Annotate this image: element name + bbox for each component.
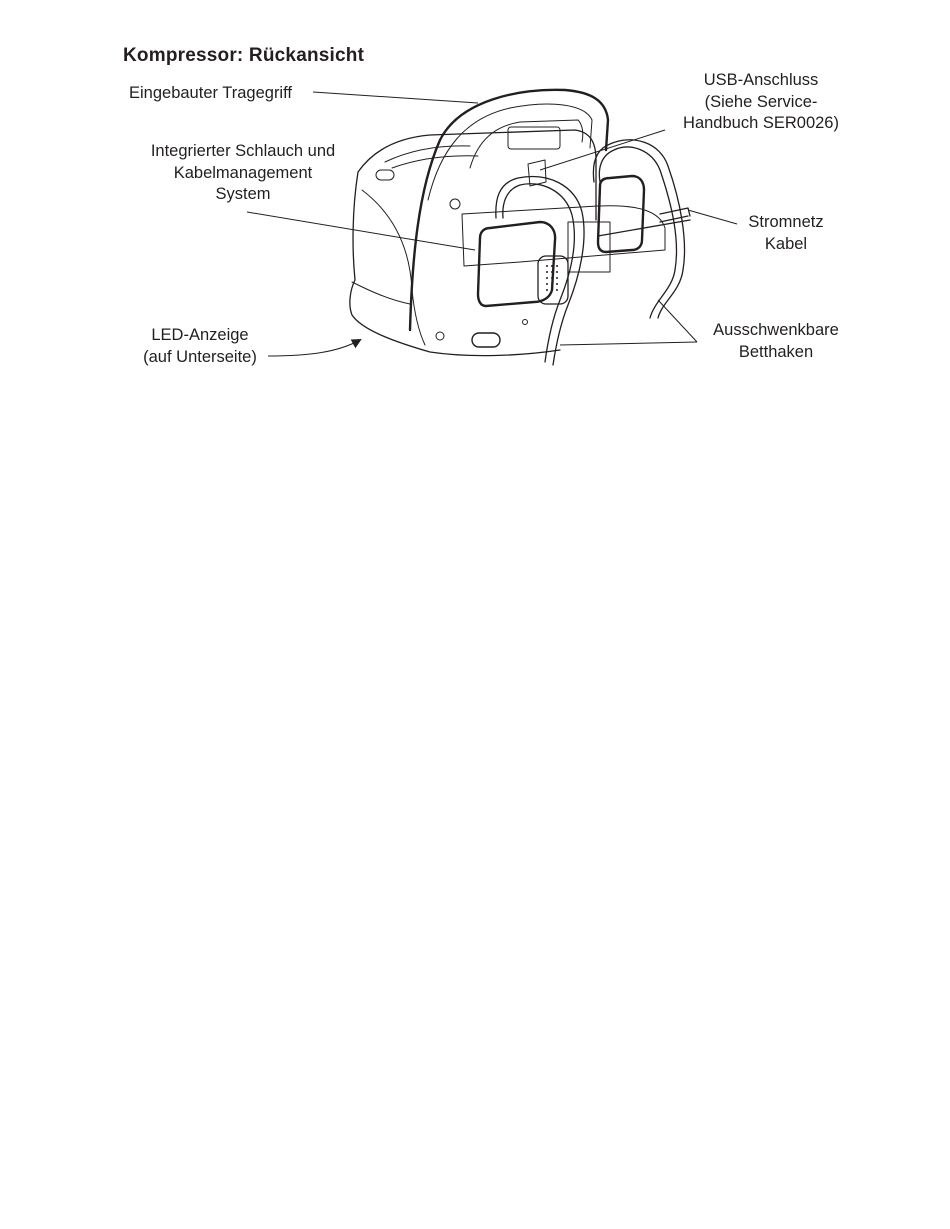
label-line: Betthaken xyxy=(738,342,814,361)
usb-port xyxy=(528,160,546,186)
label-line: Stromnetz xyxy=(748,213,824,231)
label-line: LED-Anzeige xyxy=(151,326,249,344)
handle-outer xyxy=(410,90,608,330)
leader-line-power xyxy=(688,210,737,224)
label-line: Ausschwenkbare xyxy=(713,321,839,339)
label-line: USB-Anschluss xyxy=(703,71,819,89)
leader-arrow-led xyxy=(268,340,360,356)
label-line: Handbuch SER0026) xyxy=(683,114,839,132)
label-line: System xyxy=(215,185,271,203)
label-line: Kabelmanagement xyxy=(173,163,313,182)
bed-hooks xyxy=(496,140,690,365)
bed-hook-left xyxy=(496,177,584,365)
page-title: Kompressor: Rückansicht xyxy=(123,45,365,66)
rear-button xyxy=(472,333,500,347)
foot xyxy=(436,332,444,340)
label-line: Integrierter Schlauch und xyxy=(150,142,336,160)
label-line: Eingebauter Tragegriff xyxy=(129,84,292,102)
leader-line-usb xyxy=(540,130,665,170)
handle-inner xyxy=(428,104,592,200)
side-slot xyxy=(376,170,394,180)
label-line: Kabel xyxy=(764,234,808,253)
leader-line-hooks-b xyxy=(560,342,697,345)
carry-handle xyxy=(410,90,608,330)
foot xyxy=(450,199,460,209)
label-line: (Siehe Service- xyxy=(704,92,818,111)
cross-rod xyxy=(598,220,690,236)
leader-line-handle xyxy=(313,92,478,103)
right-pad xyxy=(598,176,644,252)
leader-line-hose xyxy=(247,212,475,250)
label-line: (auf Unterseite) xyxy=(143,347,257,366)
screw xyxy=(523,320,528,325)
power-cord-stub xyxy=(660,208,690,222)
